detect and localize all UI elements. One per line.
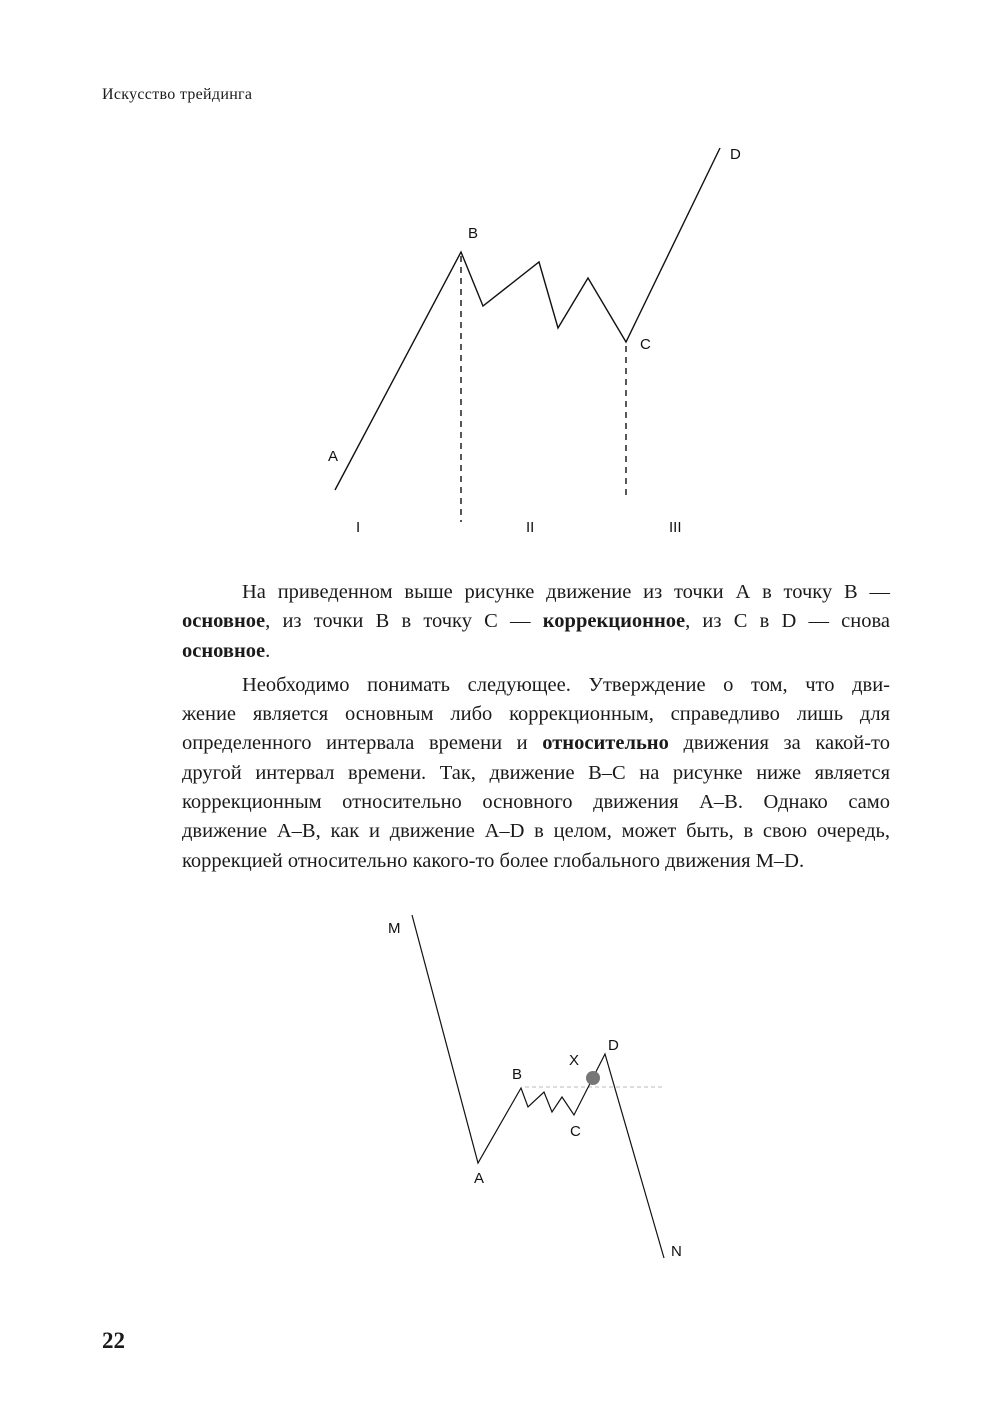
point-label-d: D — [730, 146, 741, 163]
figure-1-wave-diagram — [0, 0, 1000, 560]
point-label-c: C — [640, 336, 651, 353]
paragraph — [182, 671, 890, 876]
text-line — [182, 817, 890, 846]
body-text — [182, 578, 890, 876]
text-run: определенного интервала времени и — [182, 732, 543, 755]
bold-term: основное — [182, 639, 266, 662]
interval-label-1: I — [356, 519, 361, 536]
text-line — [182, 700, 890, 729]
text-run: движения за какой-то — [668, 732, 890, 755]
text-line — [182, 729, 890, 758]
text-run: коррекционным относительно основного движения А–В. Однако само — [182, 791, 890, 814]
breakout-point-marker — [586, 1071, 600, 1085]
point-label-c: C — [570, 1123, 581, 1140]
paragraph — [182, 578, 890, 666]
bold-term: относительно — [542, 732, 669, 755]
interval-label-2: II — [526, 519, 535, 536]
running-header: Искусство трейдинга — [102, 86, 253, 103]
text-line — [182, 671, 890, 700]
text-run: . — [265, 639, 271, 662]
bold-term: коррекционное — [542, 610, 686, 633]
point-label-m: M — [388, 920, 401, 937]
bold-term: основное — [182, 610, 266, 633]
text-run: другой интервал времени. Так, движение В–С на рисунке ниже является — [182, 761, 890, 784]
text-line — [182, 847, 890, 876]
point-label-n: N — [671, 1243, 682, 1260]
text-line — [182, 637, 890, 666]
text-line — [182, 607, 890, 636]
text-run: жение является основным либо коррекционным, справедливо лишь для — [182, 703, 890, 726]
price-path — [335, 148, 720, 490]
text-run: движение А–В, как и движение А–D в целом, может быть, в свою очередь, — [182, 820, 890, 843]
text-line — [182, 788, 890, 817]
point-label-x: X — [569, 1052, 580, 1069]
price-path — [412, 915, 664, 1258]
point-label-a: A — [474, 1170, 485, 1187]
text-run: , из точки В в точку С — — [265, 610, 543, 633]
text-run: коррекцией относительно какого-то более глобального движения М–D. — [182, 849, 805, 872]
text-line — [182, 759, 890, 788]
point-label-a: A — [328, 448, 339, 465]
point-label-d: D — [608, 1037, 619, 1054]
text-line — [182, 578, 890, 607]
point-label-b: B — [512, 1066, 523, 1083]
point-label-b: B — [468, 225, 479, 242]
text-run: , из С в D — снова — [685, 610, 890, 633]
page-number: 22 — [102, 1328, 125, 1353]
interval-label-3: III — [669, 519, 682, 536]
text-run: На приведенном выше рисунке движение из точки А в точку В — — [242, 581, 890, 603]
text-run: Необходимо понимать следующее. Утверждение о том, что дви- — [242, 673, 890, 696]
